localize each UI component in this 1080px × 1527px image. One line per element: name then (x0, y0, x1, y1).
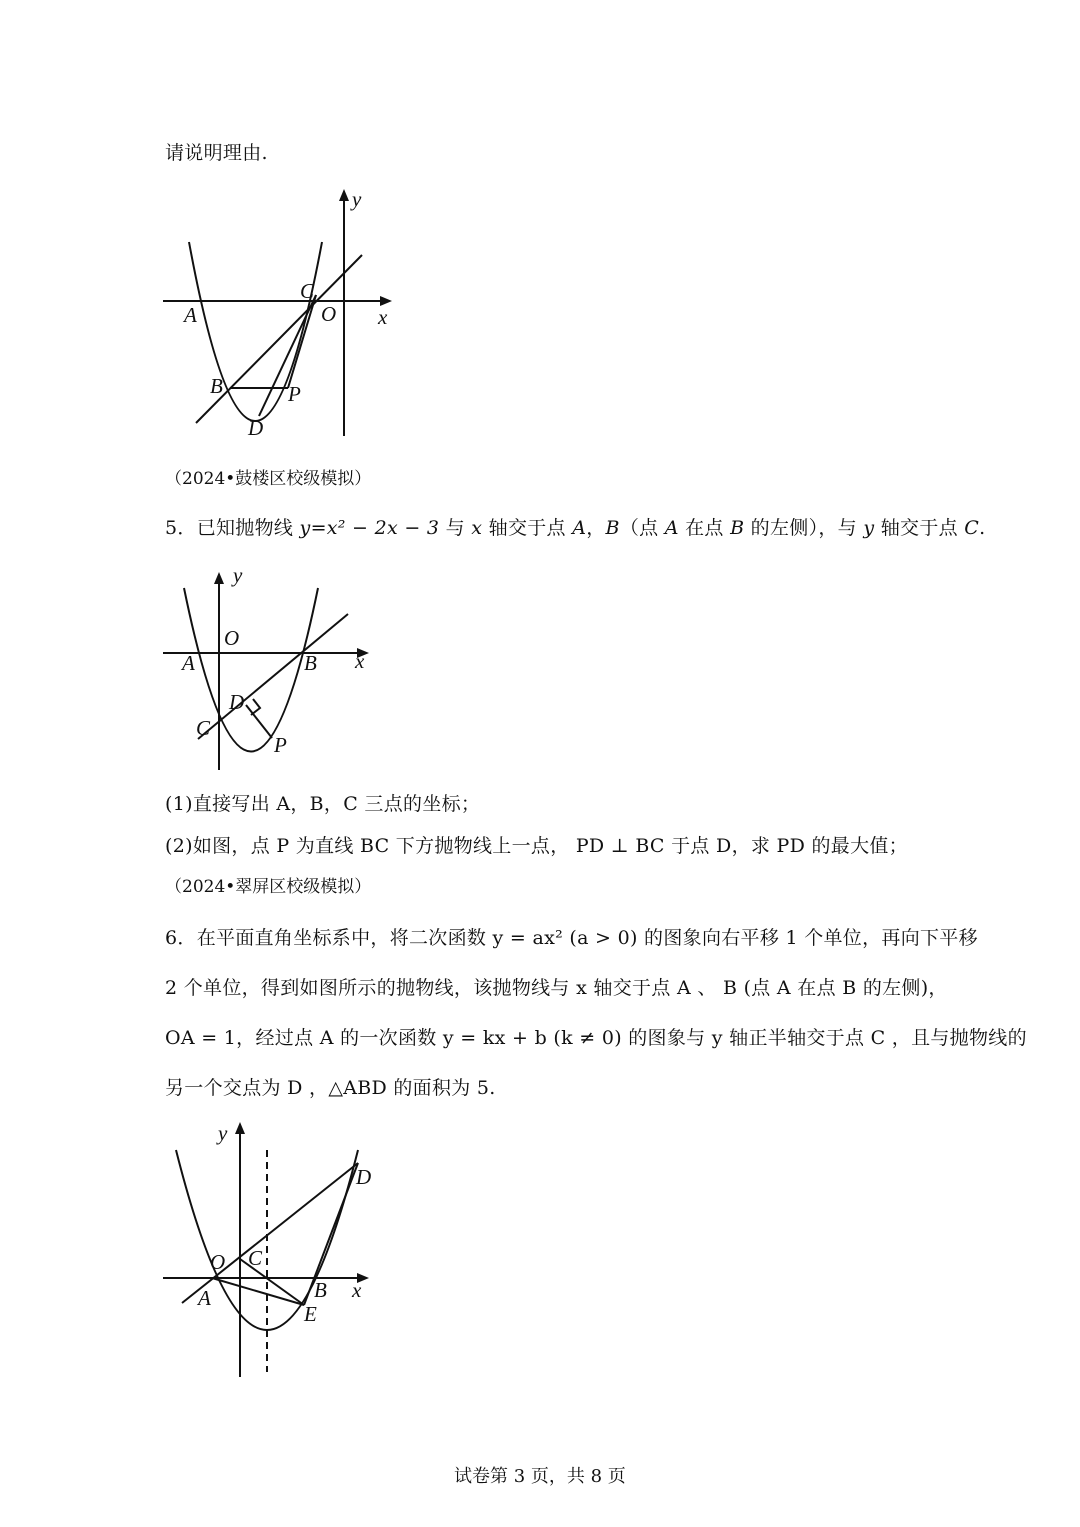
fig1-label-D: D (248, 416, 264, 440)
fig1-label-A: A (184, 303, 197, 327)
fig2-label-D: D (229, 690, 245, 714)
fig2-label-x: x (355, 649, 365, 673)
fig3-label-E: E (304, 1302, 317, 1326)
figure-1-parabola (155, 180, 415, 450)
fig3-label-C: C (248, 1246, 263, 1270)
question-6-line-2: 2 个单位，得到如图所示的抛物线，该抛物线与 x 轴交于点 A 、 B (点 A 在点 B 的左侧)， (165, 977, 948, 999)
fig3-label-y: y (218, 1121, 228, 1145)
question-5-part-2: (2)如图，点 P 为直线 BC 下方抛物线上一点， PD ⊥ BC 于点 D，求 PD 的最大值； (165, 835, 908, 857)
question-6-line-3: OA = 1，经过点 A 的一次函数 y = kx + b (k ≠ 0) 的图象与 y 轴正半轴交于点 C ，且与抛物线的 (165, 1027, 1027, 1049)
question-6-line-1: 6．在平面直角坐标系中，将二次函数 y = ax² (a > 0) 的图象向右平移 1 个单位，再向下平移 (165, 927, 978, 949)
fig1-label-y: y (352, 187, 362, 211)
figure-2-parabola (155, 565, 385, 780)
fig1-label-B: B (210, 374, 223, 398)
fig2-label-C: C (196, 716, 211, 740)
fig1-label-O: O (321, 302, 337, 326)
question-5-part-1: (1)直接写出 A，B，C 三点的坐标； (165, 793, 481, 815)
source-note-q5: （2024•鼓楼区校级模拟） (165, 469, 372, 489)
fig3-label-A: A (198, 1286, 211, 1310)
fig1-label-x: x (378, 305, 388, 329)
fig3-label-D: D (356, 1165, 372, 1189)
figure-3-parabola (155, 1115, 390, 1385)
previous-question-tail: 请说明理由. (165, 142, 268, 164)
q5-equation: y=x² − 2x − 3 (299, 517, 440, 539)
fig2-label-y: y (233, 563, 243, 587)
page-footer: 试卷第 3 页，共 8 页 (454, 1466, 626, 1487)
question-5-stem: 5．已知抛物线 y=x² − 2x − 3 与 x 轴交于点 A，B（点 A 在点 B 的左侧），与 y 轴交于点 C. (165, 517, 986, 539)
source-note-q6: （2024•翠屏区校级模拟） (165, 877, 372, 897)
fig2-label-A: A (182, 651, 195, 675)
fig2-label-O: O (224, 626, 240, 650)
fig2-label-P: P (274, 733, 287, 757)
fig2-label-B: B (304, 651, 317, 675)
fig3-label-x: x (352, 1278, 362, 1302)
fig3-label-B: B (314, 1278, 327, 1302)
fig3-label-O: O (210, 1250, 226, 1274)
question-6-line-4: 另一个交点为 D ，△ABD 的面积为 5. (165, 1077, 496, 1099)
fig1-label-P: P (288, 382, 301, 406)
fig1-label-C: C (300, 279, 315, 303)
